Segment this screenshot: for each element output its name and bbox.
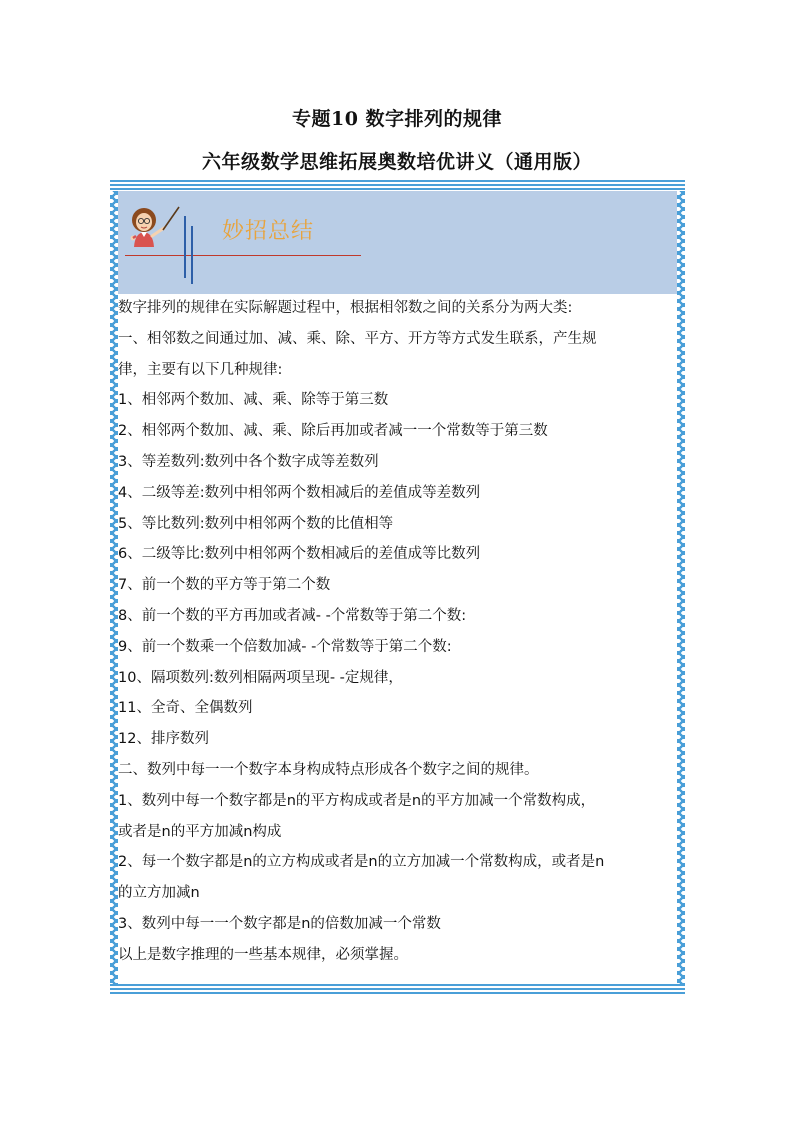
teacher-pointer-icon — [124, 203, 182, 257]
text-line: 5、等比数列:数列中相邻两个数的比值相等 — [118, 515, 394, 532]
text-line: 9、前一个数乘一个倍数加减- -个常数等于第二个数: — [118, 638, 452, 655]
text-line: 12、排序数列 — [118, 731, 209, 748]
section-header — [118, 191, 677, 294]
text-line: 二、数列中每一一个数字本身构成特点形成各个数字之间的规律。 — [118, 761, 539, 778]
text-line: 1、数列中每一个数字都是n的平方构成或者是n的平方加减一个常数构成， — [118, 792, 596, 809]
header-divider — [184, 216, 186, 278]
header-divider — [191, 226, 193, 284]
text-line: 3、数列中每一一个数字都是n的倍数加减一个常数 — [118, 915, 441, 932]
section-heading: 妙招总结 — [222, 219, 315, 244]
text-line: 11、全奇、全偶数列 — [118, 700, 253, 717]
text-line: 4、二级等差:数列中相邻两个数相减后的差值成等差数列 — [118, 484, 481, 501]
text-line: 3、等差数列:数列中各个数字成等差数列 — [118, 453, 379, 470]
text-line: 2、相邻两个数加、减、乘、除后再加或者减一一个常数等于第三数 — [118, 423, 548, 440]
content-body — [118, 293, 678, 971]
text-line: 8、前一个数的平方再加或者减- -个常数等于第二个数: — [118, 607, 467, 624]
text-line: 6、二级等比:数列中相邻两个数相减后的差值成等比数列 — [118, 546, 481, 563]
text-line: 2、每一个数字都是n的立方构成或者是n的立方加减一个常数构成，或者是n — [118, 854, 605, 871]
document-title: 专题10 数字排列的规律 — [291, 108, 503, 130]
text-line: 1、相邻两个数加、减、乘、除等于第三数 — [118, 392, 389, 409]
border-top — [110, 180, 685, 191]
document-subtitle: 六年级数学思维拓展奥数培优讲义（通用版） — [201, 151, 592, 173]
text-line: 的立方加减n — [118, 885, 200, 902]
text-line: 律，主要有以下几种规律: — [118, 361, 283, 378]
text-line: 一、相邻数之间通过加、减、乘、除、平方、开方等方式发生联系，产生规 — [118, 330, 597, 347]
header-rule — [125, 255, 361, 256]
border-left — [110, 191, 118, 984]
text-line: 数字排列的规律在实际解题过程中，根据相邻数之间的关系分为两大类: — [118, 300, 573, 316]
border-right — [677, 191, 685, 984]
text-line: 10、隔项数列:数列相隔两项呈现- -定规律， — [118, 669, 403, 686]
border-bottom — [110, 984, 685, 995]
text-line: 7、前一个数的平方等于第二个数 — [118, 577, 331, 594]
text-line: 以上是数字推理的一些基本规律，必须掌握。 — [118, 946, 408, 963]
text-line: 或者是n的平方加减n构成 — [118, 823, 282, 840]
